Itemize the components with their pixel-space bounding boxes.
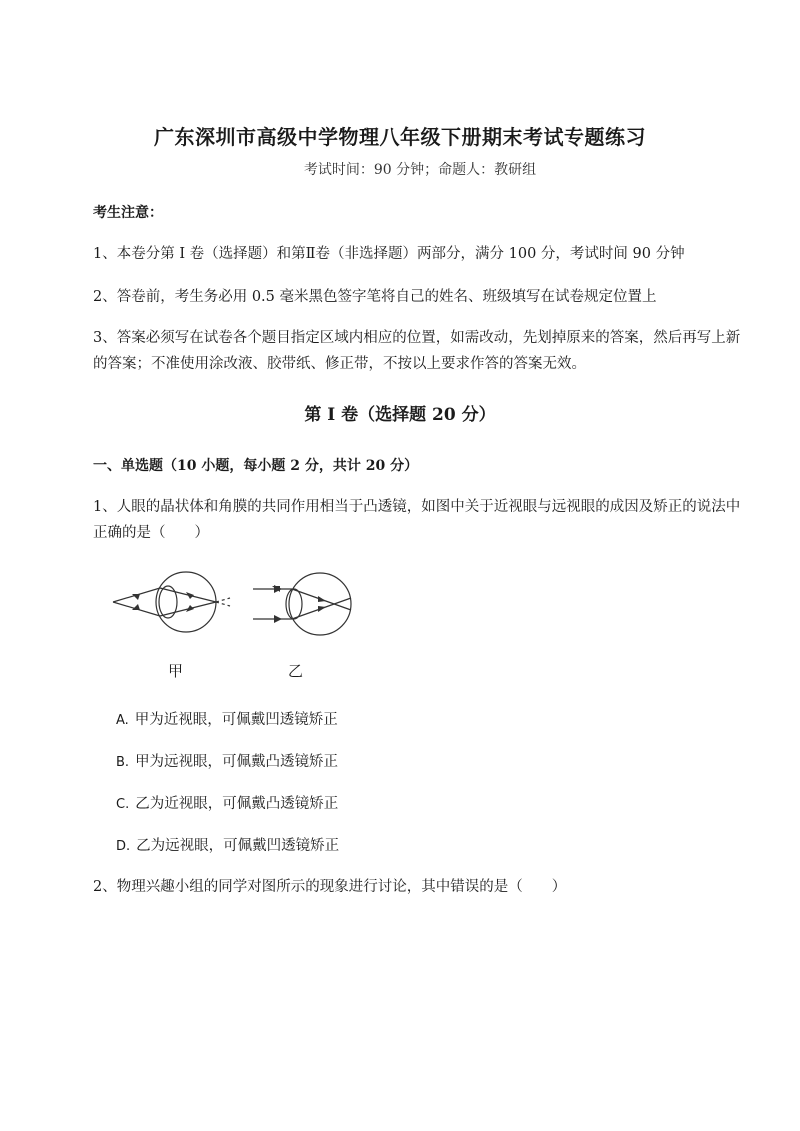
option-letter: A. xyxy=(116,713,129,728)
option-text: 甲为远视眼，可佩戴凸透镜矫正 xyxy=(135,754,339,770)
exam-title: 广东深圳市高级中学物理八年级下册期末考试专题练习 xyxy=(154,125,646,149)
question-1-stem: 1、人眼的晶状体和角膜的共同作用相当于凸透镜，如图中关于近视眼与远视眼的成因及矫正的说法中正确的是（ ） xyxy=(93,499,741,541)
exam-subtitle: 考试时间：90 分钟；命题人：教研组 xyxy=(303,162,537,178)
notice-heading: 考生注意： xyxy=(93,205,163,221)
notice-item-2: 2、答卷前，考生务必用 0.5 毫米黑色签字笔将自己的姓名、班级填写在试卷规定位置上 xyxy=(93,289,657,305)
notice-item-1: 1、本卷分第 I 卷（选择题）和第Ⅱ卷（非选择题）两部分，满分 100 分，考试时间 90 分钟 xyxy=(93,246,685,262)
question-2-stem: 2、物理兴趣小组的同学对图所示的现象进行讨论，其中错误的是（ ） xyxy=(93,879,567,895)
notice-item-3: 3、答案必须写在试卷各个题目指定区域内相应的位置，如需改动，先划掉原来的答案，然后再写上新的答案；不准使用涂改液、胶带纸、修正带，不按以上要求作答的答案无效。 xyxy=(93,330,741,372)
option-d[interactable] xyxy=(116,834,339,855)
option-a[interactable] xyxy=(116,708,338,729)
option-text: 甲为近视眼，可佩戴凹透镜矫正 xyxy=(134,712,338,728)
option-letter: C. xyxy=(116,797,130,812)
eye-diagram-figure xyxy=(108,566,368,696)
part-heading: 一、单选题（10 小题，每小题 2 分，共计 20 分） xyxy=(93,458,419,474)
option-text: 乙为远视眼，可佩戴凹透镜矫正 xyxy=(136,838,340,854)
option-b[interactable] xyxy=(116,750,338,771)
eye-diagram xyxy=(108,566,368,656)
eye-yi-diagram xyxy=(253,573,351,635)
option-text: 乙为近视眼，可佩戴凸透镜矫正 xyxy=(135,796,339,812)
figure-label-jia: 甲 xyxy=(168,662,184,680)
option-letter: D. xyxy=(116,839,131,854)
option-c[interactable] xyxy=(116,792,338,813)
option-letter: B. xyxy=(116,755,130,770)
eye-jia-diagram xyxy=(113,572,230,632)
section-title: 第 I 卷（选择题 20 分） xyxy=(304,405,496,425)
figure-label-yi: 乙 xyxy=(288,662,304,680)
